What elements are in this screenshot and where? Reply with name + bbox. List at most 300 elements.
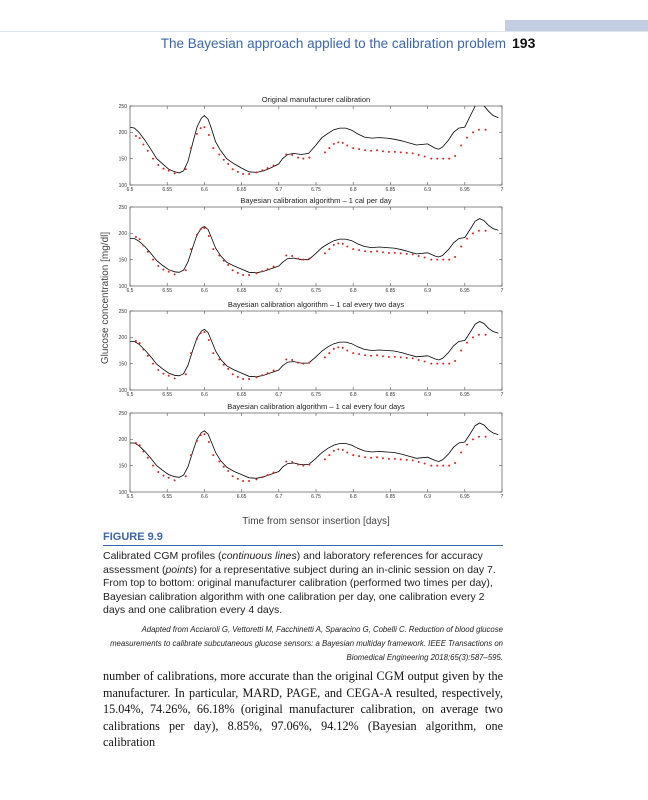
reference-point (333, 348, 335, 350)
reference-point (460, 145, 462, 147)
x-tick-label: 6.75 (311, 494, 321, 500)
reference-point (376, 456, 378, 458)
reference-point (203, 126, 205, 128)
reference-point (352, 454, 354, 456)
reference-point (255, 171, 257, 173)
reference-point (424, 463, 426, 465)
reference-point (185, 373, 187, 375)
reference-point (212, 248, 214, 250)
reference-point (346, 246, 348, 248)
panel-title: Original manufacturer calibration (261, 95, 371, 104)
reference-point (227, 264, 229, 266)
reference-point (285, 254, 287, 256)
reference-point (190, 454, 192, 456)
x-tick-label: 6.85 (385, 288, 396, 294)
reference-point (212, 454, 214, 456)
reference-point (267, 268, 269, 270)
reference-point (454, 256, 456, 258)
x-tick-label: 6.55 (162, 187, 173, 193)
reference-point (442, 158, 444, 160)
y-tick-label: 250 (118, 308, 127, 315)
x-tick-label: 6.65 (236, 288, 247, 294)
x-tick-label: 7 (500, 494, 504, 500)
reference-point (460, 350, 462, 352)
reference-point (382, 251, 384, 253)
figure-attribution: Adapted from Acciaroli G, Vettoretti M, Facchinetti A, Sparacino G, Cobelli C. Reduction of blood glucose measurements to calibrate subcutaneous glucose sensors: a Bayesian multiday framework. IEEE Transactions on Biomedical Engineering 2018;65(3):587–595. (110, 625, 503, 662)
caption-text-3: ) for a representative subject during an in-clinic session on day 7. From top to bottom: original manufacturer calibration (performed two times per day), Bayesian calibration algorithm with one calibration per day, one calibration every 2 days and one calibration every 4 days. (103, 563, 496, 617)
x-tick-label: 6.9 (424, 187, 432, 193)
reference-point (227, 470, 229, 472)
reference-point (337, 346, 339, 348)
reference-point (223, 364, 225, 366)
reference-point (142, 348, 144, 350)
reference-point (342, 347, 344, 349)
reference-point (466, 238, 468, 240)
reference-point (394, 458, 396, 460)
x-tick-label: 6.6 (200, 187, 208, 193)
reference-point (333, 450, 335, 452)
reference-point (200, 434, 202, 436)
reference-point (174, 172, 176, 174)
reference-point (248, 378, 250, 380)
reference-point (400, 252, 402, 254)
reference-point (424, 156, 426, 158)
x-tick-label: 6.55 (162, 392, 173, 398)
reference-point (255, 376, 257, 378)
reference-point (436, 158, 438, 160)
reference-point (302, 465, 304, 467)
reference-point (255, 478, 257, 480)
reference-point (248, 274, 250, 276)
reference-point (291, 154, 293, 156)
reference-point (139, 238, 141, 240)
reference-point (400, 356, 402, 358)
reference-point (370, 251, 372, 253)
reference-point (291, 255, 293, 257)
x-tick-label: 6.85 (385, 494, 396, 500)
reference-point (152, 363, 154, 365)
reference-point (370, 150, 372, 152)
reference-point (242, 173, 244, 175)
reference-point (190, 248, 192, 250)
reference-point (430, 465, 432, 467)
reference-point (406, 459, 408, 461)
y-tick-label: 150 (118, 156, 127, 163)
reference-point (448, 259, 450, 261)
reference-point (135, 135, 137, 137)
reference-point (328, 147, 330, 149)
x-tick-label: 6.95 (459, 187, 470, 193)
reference-point (273, 370, 275, 372)
reference-point (448, 465, 450, 467)
reference-point (442, 259, 444, 261)
reference-point (218, 254, 220, 256)
reference-point (267, 474, 269, 476)
reference-point (424, 361, 426, 363)
reference-point (297, 258, 299, 260)
body-paragraph: number of calibrations, more accurate than the original CGM output given by the manufacturer. In particular, MARD, PAGE, and CEGA-A resulted, respectively, 15.04%, 74.26%, 66.18% (original manufacturer calibration, on average two calibrations per day), 8.85%, 97.06%, 94.12% (Bayesian algorithm, one calibration (103, 669, 503, 750)
reference-point (394, 356, 396, 358)
reference-point (376, 250, 378, 252)
reference-point (342, 243, 344, 245)
reference-point (418, 154, 420, 156)
reference-point (485, 436, 487, 438)
x-tick-label: 6.7 (275, 494, 283, 500)
y-tick-label: 200 (118, 231, 127, 238)
reference-point (196, 133, 198, 135)
reference-point (466, 137, 468, 139)
reference-point (364, 250, 366, 252)
reference-point (302, 363, 304, 365)
reference-point (255, 272, 257, 274)
reference-point (478, 334, 480, 336)
reference-point (152, 158, 154, 160)
reference-point (346, 145, 348, 147)
reference-point (448, 158, 450, 160)
x-tick-label: 6.5 (126, 288, 134, 294)
reference-point (337, 242, 339, 244)
reference-point (208, 441, 210, 443)
reference-point (454, 155, 456, 157)
reference-point (261, 270, 263, 272)
panel-frame (130, 311, 502, 390)
panel-title: Bayesian calibration algorithm – 1 cal every two days (227, 300, 405, 309)
reference-point (273, 266, 275, 268)
figure-caption-rule (103, 545, 503, 546)
reference-point (324, 252, 326, 254)
reference-point (460, 452, 462, 454)
reference-point (302, 259, 304, 261)
page-number: 193 (512, 35, 536, 51)
reference-point (168, 375, 170, 377)
y-tick-label: 250 (118, 204, 127, 211)
reference-point (142, 450, 144, 452)
reference-point (448, 363, 450, 365)
x-tick-label: 6.8 (349, 288, 357, 294)
x-tick-label: 6.95 (459, 288, 470, 294)
reference-point (328, 248, 330, 250)
reference-point (388, 252, 390, 254)
panel-title: Bayesian calibration algorithm – 1 cal per day (240, 196, 392, 205)
reference-point (152, 465, 154, 467)
reference-point (308, 464, 310, 466)
x-tick-label: 6.75 (311, 392, 321, 398)
reference-point (242, 480, 244, 482)
reference-point (376, 149, 378, 151)
reference-point (152, 259, 154, 261)
x-tick-label: 6.55 (162, 288, 173, 294)
reference-point (200, 127, 202, 129)
x-tick-label: 6.95 (459, 494, 470, 500)
reference-point (142, 143, 144, 145)
reference-point (406, 253, 408, 255)
x-tick-label: 6.65 (236, 494, 247, 500)
y-tick-label: 200 (118, 130, 127, 137)
reference-point (237, 171, 239, 173)
reference-point (358, 353, 360, 355)
reference-point (261, 476, 263, 478)
reference-point (135, 442, 137, 444)
reference-point (190, 352, 192, 354)
reference-point (267, 372, 269, 374)
reference-point (406, 357, 408, 359)
reference-point (232, 269, 234, 271)
reference-point (218, 358, 220, 360)
reference-point (227, 368, 229, 370)
cgm-profile-line (130, 322, 498, 377)
reference-point (352, 352, 354, 354)
reference-point (358, 148, 360, 150)
reference-point (285, 358, 287, 360)
reference-point (485, 230, 487, 232)
reference-point (358, 249, 360, 251)
reference-point (157, 265, 159, 267)
reference-point (442, 465, 444, 467)
x-tick-label: 6.55 (162, 494, 173, 500)
x-axis-label: Time from sensor insertion [days] (242, 516, 390, 527)
x-tick-label: 6.7 (275, 392, 283, 398)
reference-point (232, 168, 234, 170)
cgm-profile-line (130, 103, 498, 172)
reference-point (442, 363, 444, 365)
reference-point (157, 471, 159, 473)
reference-point (223, 159, 225, 161)
caption-emphasis-points: points (165, 563, 194, 576)
reference-point (237, 272, 239, 274)
reference-point (485, 129, 487, 131)
reference-point (185, 269, 187, 271)
reference-point (212, 352, 214, 354)
y-tick-label: 150 (118, 361, 127, 368)
reference-point (147, 355, 149, 357)
reference-point (285, 153, 287, 155)
x-tick-label: 6.75 (311, 288, 321, 294)
figure-label: FIGURE 9.9 (103, 531, 163, 543)
cgm-profile-line (130, 219, 498, 273)
reference-point (328, 352, 330, 354)
reference-point (308, 258, 310, 260)
running-title: The Bayesian approach applied to the calibration problem (160, 36, 506, 51)
reference-point (430, 363, 432, 365)
reference-point (242, 274, 244, 276)
reference-point (478, 230, 480, 232)
reference-point (436, 465, 438, 467)
reference-point (342, 449, 344, 451)
reference-point (412, 459, 414, 461)
reference-point (478, 129, 480, 131)
x-tick-label: 6.8 (349, 187, 357, 193)
reference-point (190, 147, 192, 149)
reference-point (358, 455, 360, 457)
reference-point (324, 356, 326, 358)
panel-frame (130, 207, 502, 286)
reference-point (208, 235, 210, 237)
reference-point (302, 158, 304, 160)
reference-point (324, 151, 326, 153)
reference-point (346, 350, 348, 352)
reference-point (185, 168, 187, 170)
reference-point (232, 475, 234, 477)
reference-point (418, 461, 420, 463)
reference-point (208, 339, 210, 341)
figure-caption (103, 550, 503, 618)
reference-point (242, 378, 244, 380)
reference-point (436, 259, 438, 261)
reference-point (273, 165, 275, 167)
x-tick-label: 7 (500, 187, 504, 193)
reference-point (388, 356, 390, 358)
reference-point (324, 458, 326, 460)
x-tick-label: 6.9 (424, 288, 432, 294)
x-tick-label: 6.7 (275, 187, 283, 193)
reference-point (382, 150, 384, 152)
reference-point (139, 444, 141, 446)
reference-point (162, 269, 164, 271)
x-tick-label: 6.6 (200, 494, 208, 500)
y-tick-label: 150 (118, 463, 127, 470)
caption-emphasis-lines: continuous lines (221, 550, 297, 562)
reference-point (472, 336, 474, 338)
reference-point (297, 362, 299, 364)
reference-point (364, 456, 366, 458)
y-tick-label: 100 (118, 182, 127, 189)
reference-point (424, 257, 426, 259)
reference-point (454, 360, 456, 362)
x-tick-label: 6.75 (311, 187, 321, 193)
caption-text-2: ) and laboratory references for accuracy assessment ( (103, 550, 483, 576)
reference-point (342, 142, 344, 144)
reference-point (218, 460, 220, 462)
reference-point (394, 252, 396, 254)
reference-point (285, 460, 287, 462)
reference-point (400, 151, 402, 153)
reference-point (376, 354, 378, 356)
reference-point (162, 168, 164, 170)
x-tick-label: 6.85 (385, 187, 396, 193)
reference-point (412, 152, 414, 154)
y-tick-label: 100 (118, 387, 127, 394)
x-tick-label: 7 (500, 392, 504, 398)
reference-point (460, 246, 462, 248)
reference-point (200, 332, 202, 334)
cgm-profile-line (130, 423, 498, 478)
reference-point (485, 334, 487, 336)
reference-point (352, 248, 354, 250)
x-tick-label: 6.65 (236, 392, 247, 398)
reference-point (370, 355, 372, 357)
chart-panel (119, 300, 504, 398)
x-tick-label: 6.9 (424, 494, 432, 500)
reference-point (223, 260, 225, 262)
y-tick-label: 250 (118, 410, 127, 417)
x-tick-label: 7 (500, 288, 504, 294)
reference-point (472, 232, 474, 234)
reference-point (157, 369, 159, 371)
x-tick-label: 6.8 (349, 392, 357, 398)
reference-point (412, 357, 414, 359)
reference-point (394, 151, 396, 153)
reference-point (174, 273, 176, 275)
reference-point (333, 244, 335, 246)
reference-point (478, 436, 480, 438)
reference-point (418, 255, 420, 257)
reference-point (364, 354, 366, 356)
reference-point (472, 438, 474, 440)
reference-point (168, 170, 170, 172)
reference-point (273, 472, 275, 474)
reference-point (174, 377, 176, 379)
reference-point (436, 363, 438, 365)
reference-point (382, 355, 384, 357)
x-tick-label: 6.95 (459, 392, 470, 398)
reference-point (454, 462, 456, 464)
reference-point (162, 373, 164, 375)
reference-point (466, 444, 468, 446)
reference-point (248, 480, 250, 482)
reference-point (337, 448, 339, 450)
y-tick-label: 200 (118, 437, 127, 444)
reference-point (174, 479, 176, 481)
reference-point (203, 227, 205, 229)
reference-point (218, 153, 220, 155)
y-tick-label: 200 (118, 335, 127, 342)
y-tick-label: 150 (118, 257, 127, 264)
reference-point (297, 464, 299, 466)
reference-point (308, 362, 310, 364)
reference-point (291, 461, 293, 463)
x-tick-label: 6.8 (349, 494, 357, 500)
reference-point (370, 457, 372, 459)
reference-point (147, 457, 149, 459)
reference-point (328, 454, 330, 456)
reference-point (147, 251, 149, 253)
reference-point (237, 376, 239, 378)
y-tick-label: 100 (118, 283, 127, 290)
reference-point (196, 338, 198, 340)
x-tick-label: 6.9 (424, 392, 432, 398)
reference-point (430, 259, 432, 261)
reference-point (203, 433, 205, 435)
reference-point (472, 131, 474, 133)
reference-point (203, 331, 205, 333)
reference-point (223, 466, 225, 468)
panel-frame (130, 413, 502, 492)
reference-point (400, 458, 402, 460)
reference-point (185, 475, 187, 477)
chart-panel (119, 402, 504, 500)
chart-panel (119, 95, 504, 193)
reference-point (261, 169, 263, 171)
x-tick-label: 6.5 (126, 187, 134, 193)
reference-point (147, 150, 149, 152)
reference-point (208, 134, 210, 136)
y-axis-label: Glucose concentration [mg/dl] (100, 231, 111, 365)
reference-point (333, 143, 335, 145)
reference-point (196, 440, 198, 442)
reference-point (382, 457, 384, 459)
reference-point (267, 167, 269, 169)
y-tick-label: 250 (118, 103, 127, 110)
reference-point (200, 228, 202, 230)
chart-panel (119, 196, 504, 294)
reference-point (248, 173, 250, 175)
reference-point (337, 141, 339, 143)
x-tick-label: 6.6 (200, 392, 208, 398)
reference-point (212, 147, 214, 149)
reference-point (352, 147, 354, 149)
reference-point (135, 236, 137, 238)
reference-point (412, 253, 414, 255)
